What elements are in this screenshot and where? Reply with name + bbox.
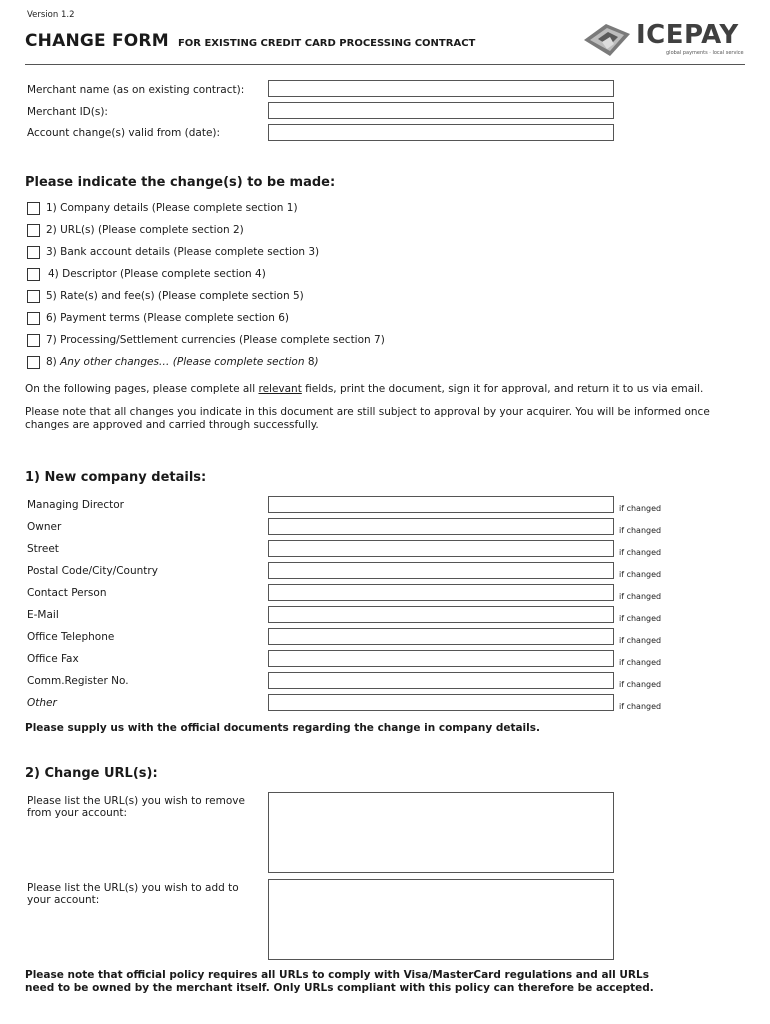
- section2-heading: 2) Change URL(s):: [25, 766, 158, 781]
- logo-text: ICEPAY: [636, 20, 739, 50]
- section2-policy-note: Please note that official policy requires all URLs to comply with Visa/MasterCard regulations and all URLs need to be owned by the merchant itself. Only URLs compliant with this policy can therefore be accepted.: [25, 969, 654, 994]
- if-changed-note: if changed: [619, 526, 662, 535]
- comm-register-input[interactable]: [268, 672, 614, 689]
- instruction-paragraph-2: Please note that all changes you indicate in this document are still subject to approval by your acquirer. You will be informed once changes are approved and carried through successfully.: [25, 406, 710, 431]
- if-changed-note: if changed: [619, 570, 662, 579]
- change-item-7[interactable]: [27, 333, 385, 347]
- add-urls-label: Please list the URL(s) you wish to add to your account:: [27, 882, 239, 906]
- postal-code-input[interactable]: [268, 562, 614, 579]
- logo-tagline: global payments · local service: [666, 50, 744, 56]
- logo-card-icon: [580, 20, 636, 60]
- merchant-name-label: Merchant name (as on existing contract):: [27, 84, 245, 96]
- contact-person-label: Contact Person: [27, 587, 107, 599]
- change-item-3[interactable]: [27, 245, 319, 259]
- managing-director-input[interactable]: [268, 496, 614, 513]
- other-input[interactable]: [268, 694, 614, 711]
- change-item-label: 7) Processing/Settlement currencies (Please complete section 7): [46, 334, 385, 346]
- section1-note: Please supply us with the official documents regarding the change in company details.: [25, 722, 540, 734]
- other-label: Other: [27, 697, 57, 709]
- owner-label: Owner: [27, 521, 62, 533]
- checkbox[interactable]: [27, 356, 40, 369]
- postal-code-label: Postal Code/City/Country: [27, 565, 158, 577]
- remove-urls-textarea[interactable]: [268, 792, 614, 873]
- change-item-1[interactable]: [27, 201, 298, 215]
- if-changed-note: if changed: [619, 592, 662, 601]
- checkbox[interactable]: [27, 290, 40, 303]
- remove-urls-label: Please list the URL(s) you wish to remove from your account:: [27, 795, 245, 819]
- section1-heading: 1) New company details:: [25, 470, 207, 485]
- email-label: E-Mail: [27, 609, 59, 621]
- if-changed-note: if changed: [619, 702, 662, 711]
- if-changed-note: if changed: [619, 636, 662, 645]
- valid-from-input[interactable]: [268, 124, 614, 141]
- if-changed-note: if changed: [619, 548, 662, 557]
- street-input[interactable]: [268, 540, 614, 557]
- contact-person-input[interactable]: [268, 584, 614, 601]
- office-telephone-input[interactable]: [268, 628, 614, 645]
- version-label: Version 1.2: [27, 10, 75, 20]
- if-changed-note: if changed: [619, 658, 662, 667]
- checkbox[interactable]: [27, 312, 40, 325]
- street-label: Street: [27, 543, 59, 555]
- change-item-8[interactable]: [27, 355, 319, 369]
- change-item-6[interactable]: [27, 311, 289, 325]
- valid-from-label: Account change(s) valid from (date):: [27, 127, 221, 139]
- change-item-2[interactable]: [27, 223, 244, 237]
- merchant-id-input[interactable]: [268, 102, 614, 119]
- change-item-label: 5) Rate(s) and fee(s) (Please complete section 5): [46, 290, 304, 302]
- change-item-label: 6) Payment terms (Please complete section 6): [46, 312, 289, 324]
- merchant-id-label: Merchant ID(s):: [27, 106, 108, 118]
- office-telephone-label: Office Telephone: [27, 631, 115, 643]
- change-item-5[interactable]: [27, 289, 304, 303]
- if-changed-note: if changed: [619, 504, 662, 513]
- instruction-paragraph-1: On the following pages, please complete all relevant fields, print the document, sign it for approval, and return it to us via email.: [25, 383, 704, 395]
- email-input[interactable]: [268, 606, 614, 623]
- checkbox[interactable]: [27, 246, 40, 259]
- change-item-label: 2) URL(s) (Please complete section 2): [46, 224, 244, 236]
- add-urls-textarea[interactable]: [268, 879, 614, 960]
- office-fax-label: Office Fax: [27, 653, 79, 665]
- title-main: CHANGE FORM: [25, 31, 169, 51]
- change-item-label: 4) Descriptor (Please complete section 4): [48, 268, 266, 280]
- change-item-4[interactable]: [27, 267, 266, 281]
- icepay-logo: [580, 20, 748, 60]
- checkbox[interactable]: [27, 268, 40, 281]
- change-item-label: 8) Any other changes… (Please complete section 8): [46, 356, 319, 368]
- checkbox[interactable]: [27, 202, 40, 215]
- checkbox[interactable]: [27, 224, 40, 237]
- header-divider: [25, 64, 745, 65]
- title-sub: FOR EXISTING CREDIT CARD PROCESSING CONTRACT: [177, 38, 476, 49]
- page-title: [25, 31, 475, 51]
- owner-input[interactable]: [268, 518, 614, 535]
- managing-director-label: Managing Director: [27, 499, 125, 511]
- changes-heading: Please indicate the change(s) to be made:: [25, 175, 336, 190]
- merchant-name-input[interactable]: [268, 80, 614, 97]
- change-item-label: 1) Company details (Please complete section 1): [46, 202, 298, 214]
- comm-register-label: Comm.Register No.: [27, 675, 129, 687]
- change-item-label: 3) Bank account details (Please complete section 3): [46, 246, 320, 258]
- if-changed-note: if changed: [619, 680, 662, 689]
- office-fax-input[interactable]: [268, 650, 614, 667]
- checkbox[interactable]: [27, 334, 40, 347]
- if-changed-note: if changed: [619, 614, 662, 623]
